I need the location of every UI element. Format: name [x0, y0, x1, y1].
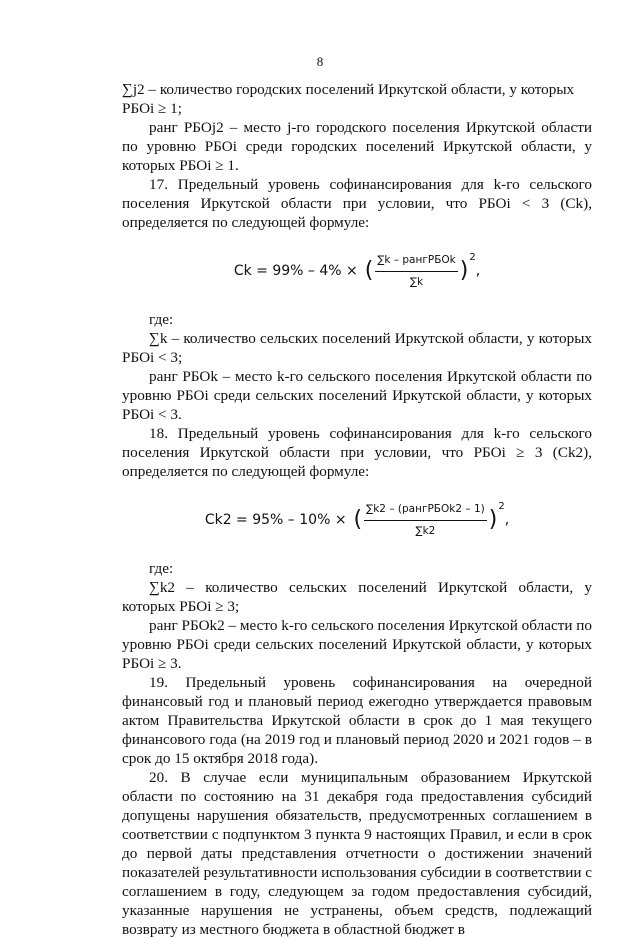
formula-ck-denominator: ∑k [409, 275, 424, 288]
formula-ck2-tail: , [504, 511, 510, 528]
para-item-19: 19. Предельный уровень софинансирования на очередной финансовый год и плановый период ежегодно утверждается правовым актом Правительства Иркутской области в срок до 1 мая текущего финансового года (на 2019 год и плановый период 2020 и 2021 годов – в срок до 15 октября 2018 года). [122, 674, 592, 767]
formula-ck2 [122, 495, 592, 545]
gde-label-1: где: [149, 311, 174, 328]
para-rank-k2: ранг РБОk2 – место k-го сельского поселения Иркутской области по уровню РБОi среди сельских поселений Иркутской области, у которых РБОi ≥ 3. [122, 617, 592, 672]
formula-ck-lhs: Ck = 99% – 4% × [233, 262, 358, 279]
page-number: 8 [316, 54, 324, 69]
formula-ck [122, 246, 592, 296]
formula-ck2-close-paren: ) [488, 507, 498, 532]
para-rank-k: ранг РБОk – место k-го сельского поселения Иркутской области по уровню РБОi среди сельских поселений Иркутской области, у которых РБОi < 3. [122, 368, 592, 423]
formula-ck2-lhs: Ck2 = 95% – 10% × [204, 511, 347, 528]
para-sum-k: ∑k – количество сельских поселений Иркутской области, у которых РБОi < 3; [122, 330, 592, 366]
formula-ck-tail: , [475, 262, 481, 279]
formula-ck2-fraction [364, 500, 487, 541]
formula-ck-close-paren: ) [459, 258, 469, 283]
formula-ck-fraction [375, 251, 457, 292]
formula-ck2-denominator: ∑k2 [415, 524, 436, 537]
formula-ck2-power: 2 [498, 500, 505, 512]
gde-label-2: где: [149, 560, 174, 577]
formula-ck-open-paren: ( [357, 258, 374, 283]
document-body [122, 80, 592, 939]
para-item-17: 17. Предельный уровень софинансирования для k-го сельского поселения Иркутской области при условии, что РБОi < 3 (Ck), определяется по следующей формуле: [122, 176, 592, 231]
para-item-18: 18. Предельный уровень софинансирования для k-го сельского поселения Иркутской области при условии, что РБОi ≥ 3 (Ck2), определяется по следующей формуле: [122, 425, 592, 480]
formula-ck2-open-paren: ( [346, 507, 363, 532]
para-item-20: 20. В случае если муниципальным образованием Иркутской области по состоянию на 31 декабря года предоставления субсидий допущены нарушения обязательств, предусмотренных соглашением в соответствии с подпунктом 3 пункта 9 настоящих Правил, и если в срок до первой даты представления отчетности о достижении значений показателей результативности использования субсидии в соответствии с соглашением в году, следующем за годом предоставления субсидий, указанные нарушения не устранены, объем средств, подлежащий возврату из местного бюджета в областной бюджет в [122, 769, 592, 938]
para-sum-j2-line2: РБОi ≥ 1; [122, 100, 182, 117]
formula-ck2-numerator: ∑k2 – (рангРБОk2 – 1) [364, 500, 487, 521]
para-rank-j2: ранг РБОj2 – место j-го городского поселения Иркутской области по уровню РБОi среди городских поселений Иркутской области, у которых РБОi ≥ 1. [122, 119, 592, 174]
formula-ck-power: 2 [469, 251, 476, 263]
para-sum-j2-line1: ∑j2 – количество городских поселений Иркутской области, у которых [122, 81, 575, 98]
para-sum-k2: ∑k2 – количество сельских поселений Иркутской области, у которых РБОi ≥ 3; [122, 579, 592, 615]
formula-ck-numerator: ∑k – рангРБОk [375, 251, 457, 272]
